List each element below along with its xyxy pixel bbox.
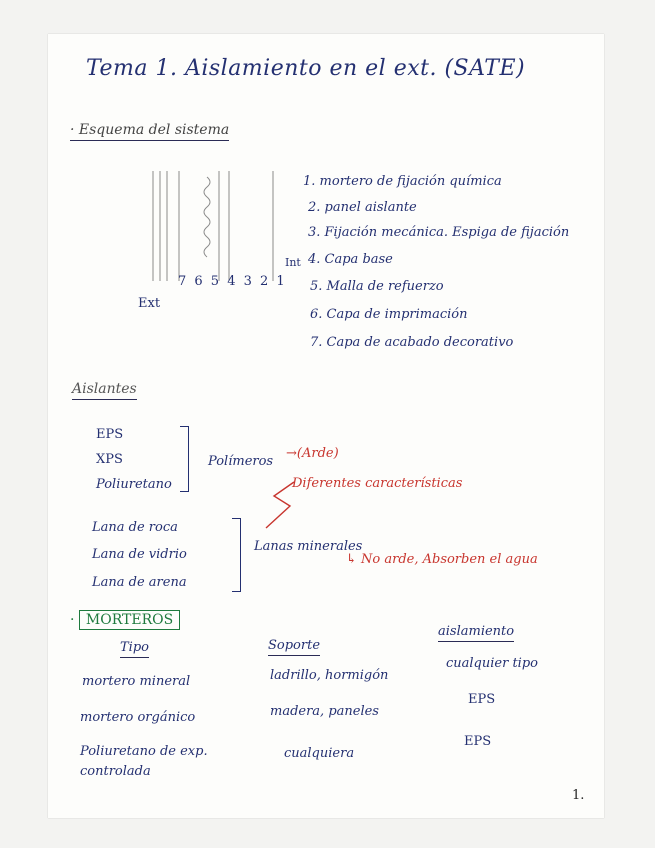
polimero-item-eps: EPS: [96, 427, 124, 442]
page-number: 1.: [572, 788, 585, 803]
table-cell-tipo-2: mortero orgánico: [80, 710, 196, 725]
lanas-label: Lanas minerales: [254, 539, 363, 554]
table-cell-tipo-3: Poliuretano de exp. controlada: [80, 744, 208, 779]
ext-label: Ext: [138, 296, 161, 311]
mesh-zigzag: [204, 177, 210, 257]
morteros-box: MORTEROS: [79, 610, 180, 630]
component-item-2: 2. panel aislante: [308, 200, 417, 215]
component-item-3: 3. Fijación mecánica. Espiga de fijación: [308, 225, 570, 240]
lanas-bracket: [232, 518, 241, 592]
table-cell-soporte-1: ladrillo, hormigón: [270, 668, 389, 683]
section-heading-aislantes: Aislantes: [72, 381, 137, 400]
table-cell-aislamiento-3: EPS: [464, 734, 492, 749]
table-cell-aislamiento-2: EPS: [468, 692, 496, 707]
notebook-page: [48, 34, 604, 818]
table-header-aislamiento: aislamiento: [438, 624, 514, 642]
component-item-5: 5. Malla de refuerzo: [310, 279, 444, 294]
lanas-note: ↳ No arde, Absorben el agua: [346, 552, 538, 567]
polimero-item-xps: XPS: [96, 452, 123, 467]
component-item-6: 6. Capa de imprimación: [310, 307, 468, 322]
table-cell-aislamiento-1: cualquier tipo: [446, 656, 538, 671]
table-cell-tipo-1: mortero mineral: [82, 674, 191, 689]
diferentes-note: Diferentes características: [292, 476, 463, 491]
table-cell-soporte-2: madera, paneles: [270, 704, 379, 719]
component-item-7: 7. Capa de acabado decorativo: [310, 335, 514, 350]
polimero-item-poliuretano: Poliuretano: [96, 477, 172, 492]
section-heading-esquema: · Esquema del sistema: [70, 122, 229, 141]
lana-item-arena: Lana de arena: [92, 575, 187, 590]
lana-item-vidrio: Lana de vidrio: [92, 547, 187, 562]
table-header-tipo: Tipo: [120, 640, 149, 658]
component-item-4: 4. Capa base: [308, 252, 393, 267]
sate-layer-diagram: [143, 169, 283, 287]
component-item-1: 1. mortero de fijación química: [303, 174, 502, 189]
layer-numbers: 7 6 5 4 3 2 1: [178, 274, 287, 289]
table-header-soporte: Soporte: [268, 638, 320, 656]
int-label: Int: [285, 256, 301, 269]
polimeros-label: Polímeros: [208, 454, 274, 469]
polimeros-bracket: [180, 426, 189, 492]
polimeros-note: →(Arde): [286, 446, 339, 461]
page-title: Tema 1. Aislamiento en el ext. (SATE): [86, 56, 526, 81]
section-heading-morteros: · MORTEROS: [70, 612, 180, 628]
table-cell-soporte-3: cualquiera: [284, 746, 355, 761]
lana-item-roca: Lana de roca: [92, 520, 178, 535]
